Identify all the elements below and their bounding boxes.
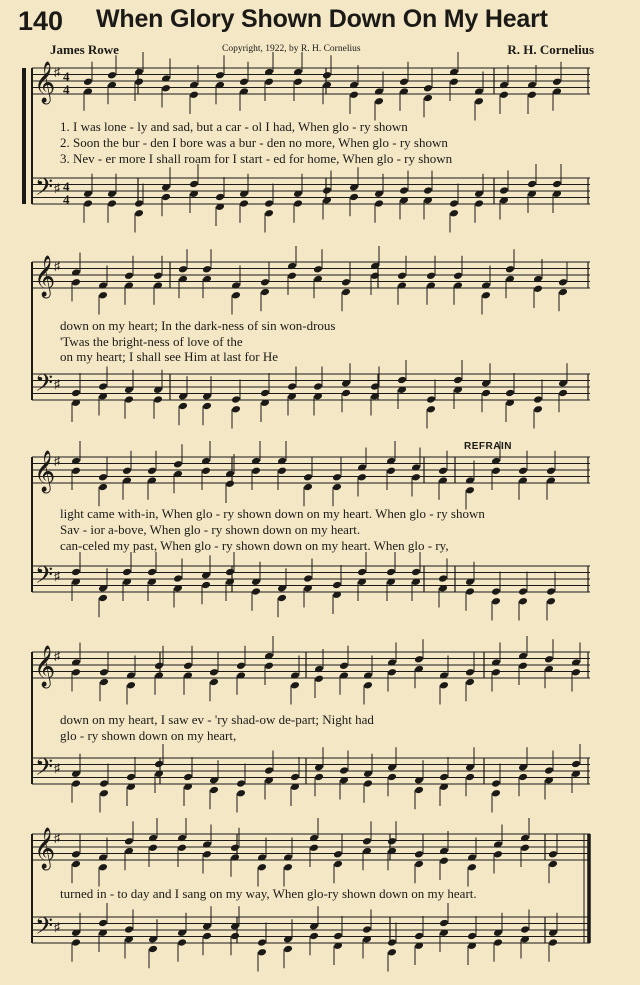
bass-note [178,402,188,411]
alto-note [411,473,421,482]
alto-note [548,860,558,869]
bass-note [548,938,558,947]
bass-note [309,932,319,941]
alto-note [558,288,568,297]
alto-note [533,284,543,293]
alto-note [387,668,397,677]
alto-note [283,863,293,872]
tenor-note [313,382,323,391]
lyric-line-s4-v2: glo - ry shown down on my heart, [60,728,237,743]
tenor-note [491,587,501,596]
lyric-line-s1-v1: 1. I was lone - ly and sad, but a car - ol I had, When glo - ry shown [60,119,408,134]
soprano-note [98,473,108,482]
tenor-note [264,766,274,775]
sharp-icon: ♯ [54,454,60,468]
bass-note [518,597,528,606]
soprano-note [465,668,475,677]
tenor-note [231,395,241,404]
soprano-note [333,850,343,859]
tenor-note [467,932,477,941]
alto-note [481,291,491,300]
alto-note [303,483,313,492]
tenor-note [439,919,449,928]
alto-note [439,856,449,865]
tenor-note [99,779,109,788]
soprano-note [423,84,433,93]
alto-note [290,681,300,690]
tenor-note [414,932,424,941]
bass-note [201,581,211,590]
alto-note [251,466,261,475]
tenor-note [260,389,270,398]
tenor-note [520,925,530,934]
soprano-note [362,837,372,846]
alto-note [257,863,267,872]
tenor-note [215,193,225,202]
tenor-note [449,199,459,208]
alto-note [491,668,501,677]
tenor-note [333,932,343,941]
tenor-note [287,382,297,391]
alto-note [309,843,319,852]
alto-note [126,681,136,690]
composer-credit: R. H. Cornelius [507,42,594,57]
alto-note [134,77,144,86]
bass-note [426,405,436,414]
treble-clef-icon: 𝄞 [34,256,56,297]
tenor-note [423,186,433,195]
tenor-note [264,199,274,208]
bass-note [474,199,484,208]
alto-note [293,77,303,86]
bass-clef-icon: 𝄢 [35,912,54,945]
lyric-line-s3-v2: Sav - ior a-bove, When glo - ry shown down on my heart. [60,522,361,537]
bass-note [533,405,543,414]
alto-note [148,843,158,852]
soprano-note [99,668,109,677]
alto-note [71,466,81,475]
bass-note [124,395,134,404]
soprano-note [260,278,270,287]
alto-note [287,271,297,280]
treble-clef-icon: 𝄞 [34,451,56,492]
alto-note [465,486,475,495]
bass-note [518,773,528,782]
bass-note [493,938,503,947]
soprano-note [426,271,436,280]
bass-note [231,405,241,414]
bass-note [465,587,475,596]
tenor-note [98,382,108,391]
alto-note [386,466,396,475]
time-signature-top: 4 [63,69,70,84]
tenor-note [527,180,537,189]
tenor-note [411,568,421,577]
soprano-note [303,473,313,482]
time-signature-bottom: 4 [63,192,70,207]
tenor-note [71,568,81,577]
bass-note [558,389,568,398]
tenor-note [544,766,554,775]
tenor-note [499,186,509,195]
tenor-note [122,568,132,577]
bass-note [277,594,287,603]
bass-note [202,402,212,411]
bass-note [177,938,187,947]
sharp-icon: ♯ [54,65,60,79]
soprano-note [173,460,183,469]
alto-note [518,661,528,670]
alto-note [98,863,108,872]
alto-note [201,466,211,475]
refrain-label: REFRAIN [464,441,512,452]
lyric-line-s3-v3: can-celed my past, When glo - ry shown down on my heart. When glo - ry, [60,538,449,553]
soprano-note [339,661,349,670]
bass-note [230,932,240,941]
lyric-line-s4-v1: down on my heart, I saw ev - 'ry shad-ow de-part; Night had [60,712,374,727]
alto-note [527,90,537,99]
alto-note [99,678,109,687]
soprano-note [183,661,193,670]
alto-note [209,678,219,687]
alto-note [260,288,270,297]
bass-clef-icon: 𝄢 [35,173,54,206]
soprano-note [322,71,332,80]
sharp-icon: ♯ [54,377,60,391]
bass-note [283,945,293,954]
alto-note [177,843,187,852]
bass-note [449,209,459,218]
tenor-note [357,568,367,577]
tenor-note [126,773,136,782]
soprano-note [387,837,397,846]
bass-note [153,395,163,404]
lyric-line-s3-v1: light came with-in, When glo - ry shown down on my heart. When glo - ry shown [60,506,485,521]
alto-note [71,860,81,869]
soprano-note [178,265,188,274]
alto-note [467,863,477,872]
bass-note [148,945,158,954]
author-credit: James Rowe [50,42,119,57]
bass-note [209,786,219,795]
alto-note [264,77,274,86]
bass-note [491,789,501,798]
soprano-note [544,655,554,664]
bass-note [349,193,359,202]
tenor-note [183,773,193,782]
alto-note [491,466,501,475]
soprano-note [546,466,556,475]
bass-clef-icon: 𝄢 [35,561,54,594]
tenor-note [189,180,199,189]
tenor-note [290,773,300,782]
sharp-icon: ♯ [54,569,60,583]
soprano-note [236,661,246,670]
lyric-line-s1-v2: 2. Soon the bur - den I bore was a bur - den no more, When glo - ry shown [60,135,448,150]
tenor-note [439,773,449,782]
soprano-note [399,77,409,86]
time-signature-top: 4 [63,179,70,194]
soprano-note [107,71,117,80]
tenor-note [571,760,581,769]
bass-note [491,597,501,606]
lyric-line-s2-v3: on my heart; I shall see Him at last for He [60,349,279,364]
alto-note [341,288,351,297]
tenor-note [453,376,463,385]
tenor-note [552,180,562,189]
alto-note [332,483,342,492]
bass-note [546,597,556,606]
tenor-note [518,587,528,596]
bass-note [236,789,246,798]
treble-clef-icon: 𝄞 [34,62,56,103]
alto-note [465,678,475,687]
soprano-note [558,278,568,287]
tenor-note [124,925,134,934]
alto-note [71,668,81,677]
tenor-note [397,376,407,385]
soprano-note [332,473,342,482]
tenor-note [491,779,501,788]
treble-clef-icon: 𝄞 [34,828,56,869]
tenor-note [154,760,164,769]
bass-note [341,389,351,398]
alto-note [189,90,199,99]
soprano-note [71,850,81,859]
bass-note [387,948,397,957]
lyric-line-s2-v1: down on my heart; In the dark-ness of sin won-drous [60,318,336,333]
alto-note [374,97,384,106]
alto-note [231,291,241,300]
tenor-note [533,395,543,404]
treble-clef-icon: 𝄞 [34,646,56,687]
soprano-note [215,71,225,80]
soprano-note [154,661,164,670]
copyright-notice: Copyright, 1922, by R. H. Cornelius [222,44,361,54]
alto-note [423,94,433,103]
soprano-note [230,843,240,852]
tenor-note [236,779,246,788]
tenor-note [225,568,235,577]
tenor-note [332,581,342,590]
soprano-note [438,466,448,475]
lyric-line-s1-v3: 3. Nev - er more I shall roam for I start - ed for home, When glo - ry shown [60,151,453,166]
bass-note [314,773,324,782]
tenor-note [303,574,313,583]
alto-note [98,291,108,300]
tenor-note [426,395,436,404]
hymn-title: When Glory Shown Down On My Heart [96,5,548,33]
alto-note [333,860,343,869]
lyric-line-s2-v2: 'Twas the bright-ness of love of the [60,334,243,349]
bass-note [293,199,303,208]
tenor-note [546,587,556,596]
soprano-note [552,77,562,86]
soprano-note [397,271,407,280]
bass-note [161,193,171,202]
tenor-note [134,199,144,208]
alto-note [225,479,235,488]
alto-note [264,661,274,670]
bass-note [98,594,108,603]
sharp-icon: ♯ [54,181,60,195]
alto-note [314,674,324,683]
soprano-note [518,466,528,475]
alto-note [161,84,171,93]
soprano-note [122,466,132,475]
alto-note [277,466,287,475]
soprano-note [124,837,134,846]
soprano-note [453,271,463,280]
alto-note [363,681,373,690]
alto-note [349,90,359,99]
sharp-icon: ♯ [54,259,60,273]
alto-note [449,77,459,86]
soprano-note [414,655,424,664]
alto-note [357,473,367,482]
lyric-line-s5-v1: turned in - to day and I sang on my way, When glo-ry shown down on my heart. [60,886,477,901]
tenor-note [339,766,349,775]
bass-note [99,789,109,798]
alto-note [71,278,81,287]
soprano-note [83,77,93,86]
alto-note [474,97,484,106]
soprano-note [313,265,323,274]
bass-note [481,389,491,398]
tenor-note [399,186,409,195]
bass-note [465,773,475,782]
sharp-icon: ♯ [54,649,60,663]
soprano-note [209,668,219,677]
tenor-note [257,938,267,947]
bass-clef-icon: 𝄢 [35,753,54,786]
bass-note [239,199,249,208]
soprano-note [341,278,351,287]
alto-note [439,681,449,690]
bass-clef-icon: 𝄢 [35,369,54,402]
bass-note [134,209,144,218]
time-signature-bottom: 4 [63,82,70,97]
bass-note [363,779,373,788]
bass-note [71,779,81,788]
tenor-note [98,919,108,928]
alto-note [414,860,424,869]
bass-note [202,932,212,941]
tenor-note [438,574,448,583]
sharp-icon: ♯ [54,920,60,934]
soprano-note [202,265,212,274]
sharp-icon: ♯ [54,831,60,845]
soprano-note [548,850,558,859]
bass-note [257,948,267,957]
sharp-icon: ♯ [54,761,60,775]
tenor-note [362,925,372,934]
soprano-note [239,77,249,86]
soprano-note [414,850,424,859]
tenor-note [387,938,397,947]
bass-note [251,587,261,596]
tenor-note [386,568,396,577]
bass-note [71,938,81,947]
tenor-note [147,568,157,577]
bass-note [387,773,397,782]
soprano-note [505,265,515,274]
soprano-note [153,271,163,280]
tenor-note [173,574,183,583]
alto-note [98,483,108,492]
bass-note [107,199,117,208]
alto-note [499,90,509,99]
tenor-note [505,389,515,398]
alto-note [571,668,581,677]
soprano-note [124,271,134,280]
bass-note [264,209,274,218]
hymn-number: 140 [18,6,64,36]
alto-note [493,850,503,859]
bass-note [374,199,384,208]
tenor-note [322,186,332,195]
alto-note [520,843,530,852]
alto-note [202,850,212,859]
bass-note [414,786,424,795]
bass-note [83,199,93,208]
soprano-note [147,466,157,475]
tenor-note [71,389,81,398]
